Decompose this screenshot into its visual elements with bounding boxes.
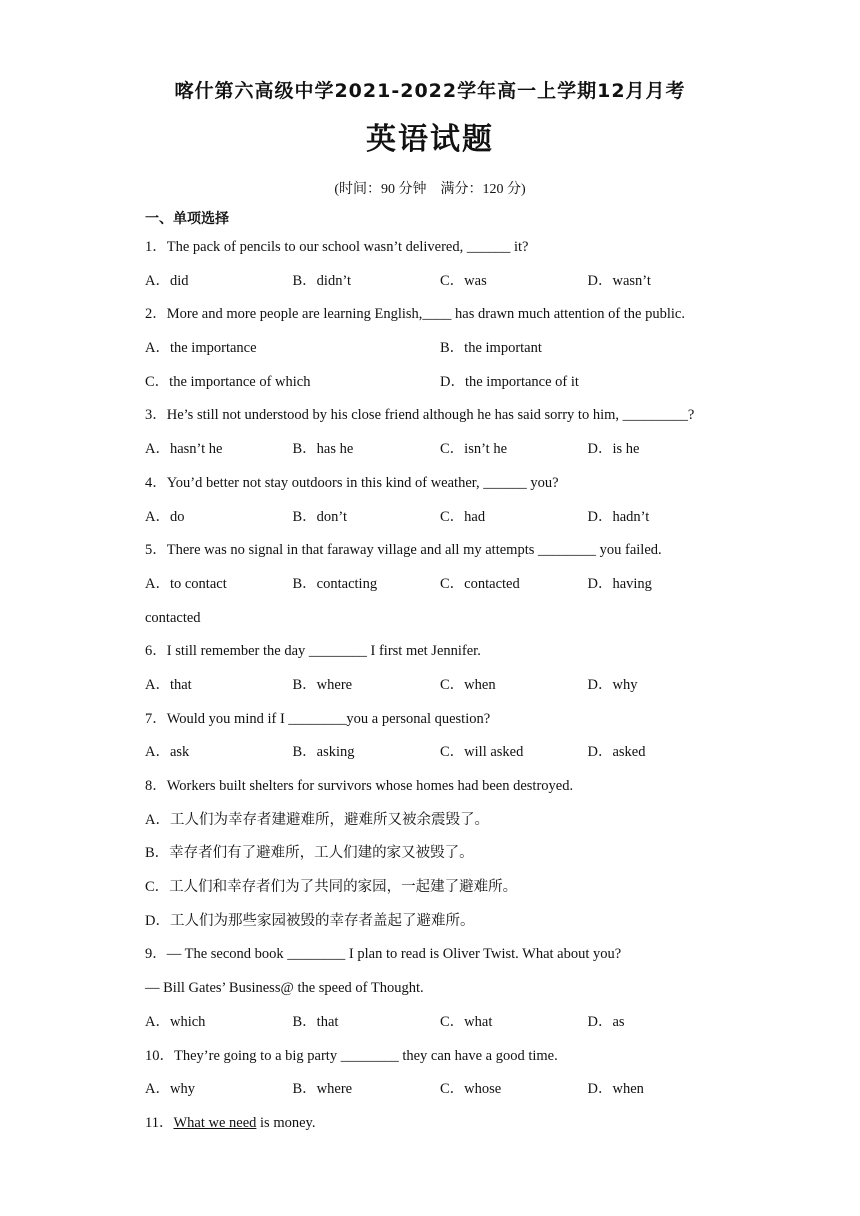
- options-row: [145, 1009, 735, 1043]
- option-d: D．why: [587, 676, 638, 693]
- question-stem: 6．I still remember the day ________ I first met Jennifer.: [145, 643, 481, 660]
- section-heading: 一、单项选择: [145, 211, 229, 227]
- subject-title: 英语试题: [366, 122, 494, 157]
- question-number: 11．: [145, 1114, 174, 1131]
- option-a: A．that: [145, 676, 192, 693]
- question-stem: 4．You’d better not stay outdoors in this kind of weather, ______ you?: [145, 474, 559, 491]
- underlined-phrase: What we need: [173, 1114, 257, 1131]
- option-a: A．ask: [145, 744, 190, 761]
- option-c: C．what: [440, 1013, 493, 1030]
- option-b: B．didn’t: [292, 272, 352, 289]
- option-c: C．the importance of which: [145, 373, 311, 390]
- option-d: D．asked: [587, 744, 646, 761]
- options-row: [145, 436, 735, 470]
- option-c: C．when: [440, 676, 496, 693]
- option-d: D．工人们为那些家园被毁的幸存者盖起了避难所。: [145, 912, 475, 929]
- option-a: A．to contact: [145, 575, 227, 592]
- question-stem: 5．There was no signal in that faraway village and all my attempts ________ you failed.: [145, 542, 662, 559]
- options-row: [145, 1076, 735, 1110]
- question-stem: 8．Workers built shelters for survivors whose homes had been destroyed.: [145, 778, 574, 794]
- option-d: D．hadn’t: [587, 508, 650, 525]
- option-d: D．is he: [587, 441, 640, 458]
- options-row: [145, 369, 735, 403]
- option-c: C．was: [440, 272, 487, 289]
- option-b: B．contacting: [292, 575, 378, 592]
- question-stem: 9．— The second book ________ I plan to read is Oliver Twist. What about you?: [145, 946, 622, 963]
- question-stem: 1．The pack of pencils to our school wasn’t delivered, ______ it?: [145, 239, 529, 255]
- option-b: B．asking: [292, 744, 355, 761]
- option-b: B．the important: [440, 340, 542, 357]
- option-d: D．as: [587, 1013, 625, 1030]
- question-stem: 2．More and more people are learning English,____ has drawn much attention of the public.: [145, 306, 685, 323]
- option-b: B．don’t: [292, 508, 348, 525]
- options-row: [145, 504, 735, 538]
- options-row: [145, 571, 735, 605]
- option-c: C．contacted: [440, 575, 520, 592]
- option-a: A．which: [145, 1013, 206, 1030]
- question-stem: [145, 1110, 735, 1144]
- option-a: A．did: [145, 272, 189, 289]
- option-b: B．where: [292, 1081, 353, 1098]
- school-title: 喀什第六高级中学2021-2022学年高一上学期12月月考: [174, 80, 686, 102]
- option-d-wrap: contacted: [145, 609, 201, 626]
- option-d: D．the importance of it: [440, 373, 579, 390]
- option-c: C．had: [440, 508, 486, 525]
- options-row: [145, 268, 735, 302]
- options-row: [145, 739, 735, 773]
- option-d: D．when: [587, 1081, 644, 1098]
- option-b: B．where: [292, 676, 353, 693]
- option-a: A．hasn’t he: [145, 441, 223, 458]
- options-row: [145, 335, 735, 369]
- option-a: A．why: [145, 1081, 195, 1098]
- question-list: [145, 234, 735, 1144]
- option-b: B．幸存者们有了避难所，工人们建的家又被毁了。: [145, 845, 474, 862]
- options-row: [145, 672, 735, 706]
- option-a: A．the importance: [145, 340, 257, 357]
- exam-info: (时间：90 分钟 满分：120 分): [334, 182, 526, 197]
- option-d: D．having: [587, 575, 652, 592]
- option-c: C．isn’t he: [440, 441, 507, 458]
- stem-rest: is money.: [256, 1114, 316, 1131]
- dialogue-reply: — Bill Gates’ Business@ the speed of Thought.: [145, 980, 424, 997]
- option-c: C．工人们和幸存者们为了共同的家园，一起建了避难所。: [145, 879, 518, 896]
- option-d: D．wasn’t: [587, 272, 651, 289]
- question-stem: 10．They’re going to a big party ________ they can have a good time.: [145, 1047, 558, 1064]
- option-a: A．do: [145, 508, 185, 525]
- option-c: C．will asked: [440, 744, 524, 761]
- option-c: C．whose: [440, 1081, 502, 1098]
- option-b: B．has he: [292, 441, 354, 458]
- question-stem: 7．Would you mind if I ________you a personal question?: [145, 710, 491, 727]
- option-a: A．工人们为幸存者建避难所，避难所又被余震毁了。: [145, 811, 489, 828]
- option-b: B．that: [292, 1013, 339, 1030]
- question-stem: 3．He’s still not understood by his close friend although he has said sorry to him, _________?: [145, 407, 695, 424]
